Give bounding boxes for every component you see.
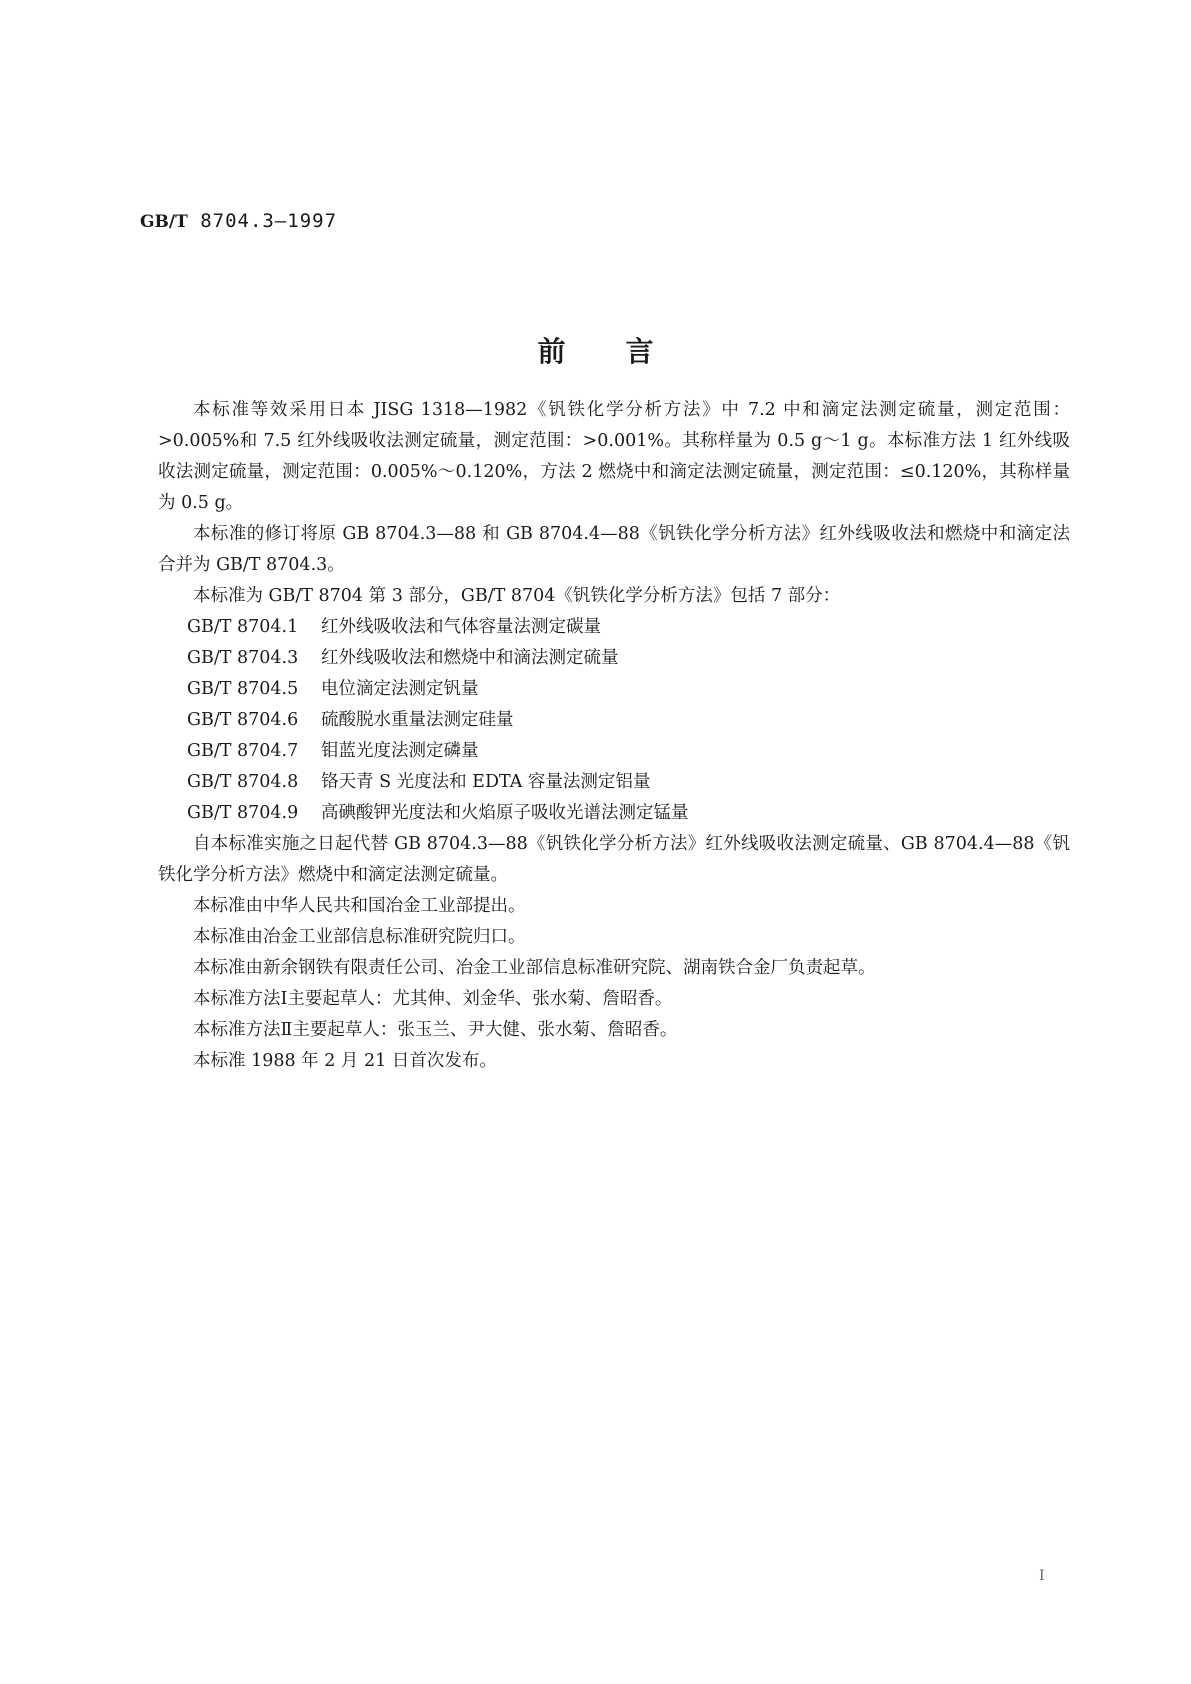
part-code: GB/T 8704.7 — [187, 741, 299, 761]
part-code: GB/T 8704.5 — [187, 679, 299, 699]
paragraph-parts-intro: 本标准为 GB/T 8704 第 3 部分，GB/T 8704《钒铁化学分析方法》包括 7 部分： — [193, 586, 841, 606]
paragraph-first-release: 本标准 1988 年 2 月 21 日首次发布。 — [193, 1051, 497, 1071]
paragraph-adoption: 本标准等效采用日本 JISG 1318—1982《钒铁化学分析方法》中 7.2 中和滴定法测定硫量，测定范围：>0.005%和 7.5 红外线吸收法测定硫量，测定范围：>0.001%。其称样量为 0.5 g～1 g。本标准方法 1 红外线吸收法测定硫量，测定范围：0.005%～0.120%，方法 2 燃烧中和滴定法测定硫量，测定范围：≤0.120%，其称样量为 0.5 g。 — [158, 400, 1070, 513]
paragraph-revision: 本标准的修订将原 GB 8704.3—88 和 GB 8704.4—88《钒铁化学分析方法》红外线吸收法和燃烧中和滴定法合并为 GB/T 8704.3。 — [158, 524, 1070, 575]
standard-code-number: 8704.3—1997 — [200, 210, 338, 232]
list-item — [158, 612, 1070, 643]
list-item — [158, 705, 1070, 736]
part-title: 硫酸脱水重量法测定硅量 — [321, 710, 514, 730]
part-title: 电位滴定法测定钒量 — [321, 679, 479, 699]
list-item — [158, 767, 1070, 798]
paragraph-method-1-drafters: 本标准方法Ⅰ主要起草人：尤其伸、刘金华、张水菊、詹昭香。 — [193, 989, 673, 1009]
part-title: 红外线吸收法和气体容量法测定碳量 — [321, 617, 601, 637]
parts-list — [158, 612, 1070, 829]
list-item — [158, 736, 1070, 767]
document-body — [158, 395, 1070, 1077]
standard-code-prefix: GB/T — [140, 212, 188, 232]
standard-code — [140, 210, 337, 232]
paragraph-replacement: 自本标准实施之日起代替 GB 8704.3—88《钒铁化学分析方法》红外线吸收法测定硫量、GB 8704.4—88《钒铁化学分析方法》燃烧中和滴定法测定硫量。 — [158, 834, 1070, 885]
list-item — [158, 674, 1070, 705]
part-title: 钼蓝光度法测定磷量 — [321, 741, 479, 761]
part-title: 铬天青 S 光度法和 EDTA 容量法测定铝量 — [321, 772, 651, 792]
page-title: 前言 — [537, 335, 714, 368]
paragraph-drafted-by: 本标准由新余钢铁有限责任公司、冶金工业部信息标准研究院、湖南铁合金厂负责起草。 — [193, 958, 876, 978]
list-item — [158, 798, 1070, 829]
paragraph-method-2-drafters: 本标准方法Ⅱ主要起草人：张玉兰、尹大健、张水菊、詹昭香。 — [193, 1020, 678, 1040]
part-code: GB/T 8704.3 — [187, 648, 299, 668]
part-code: GB/T 8704.1 — [187, 617, 299, 637]
paragraph-managed-by: 本标准由冶金工业部信息标准研究院归口。 — [193, 927, 526, 947]
part-code: GB/T 8704.6 — [187, 710, 299, 730]
part-title: 高碘酸钾光度法和火焰原子吸收光谱法测定锰量 — [321, 803, 689, 823]
page-number: I — [1039, 1568, 1045, 1584]
list-item — [158, 643, 1070, 674]
paragraph-proposed-by: 本标准由中华人民共和国冶金工业部提出。 — [193, 896, 526, 916]
part-title: 红外线吸收法和燃烧中和滴法测定硫量 — [321, 648, 619, 668]
part-code: GB/T 8704.9 — [187, 803, 299, 823]
part-code: GB/T 8704.8 — [187, 772, 299, 792]
